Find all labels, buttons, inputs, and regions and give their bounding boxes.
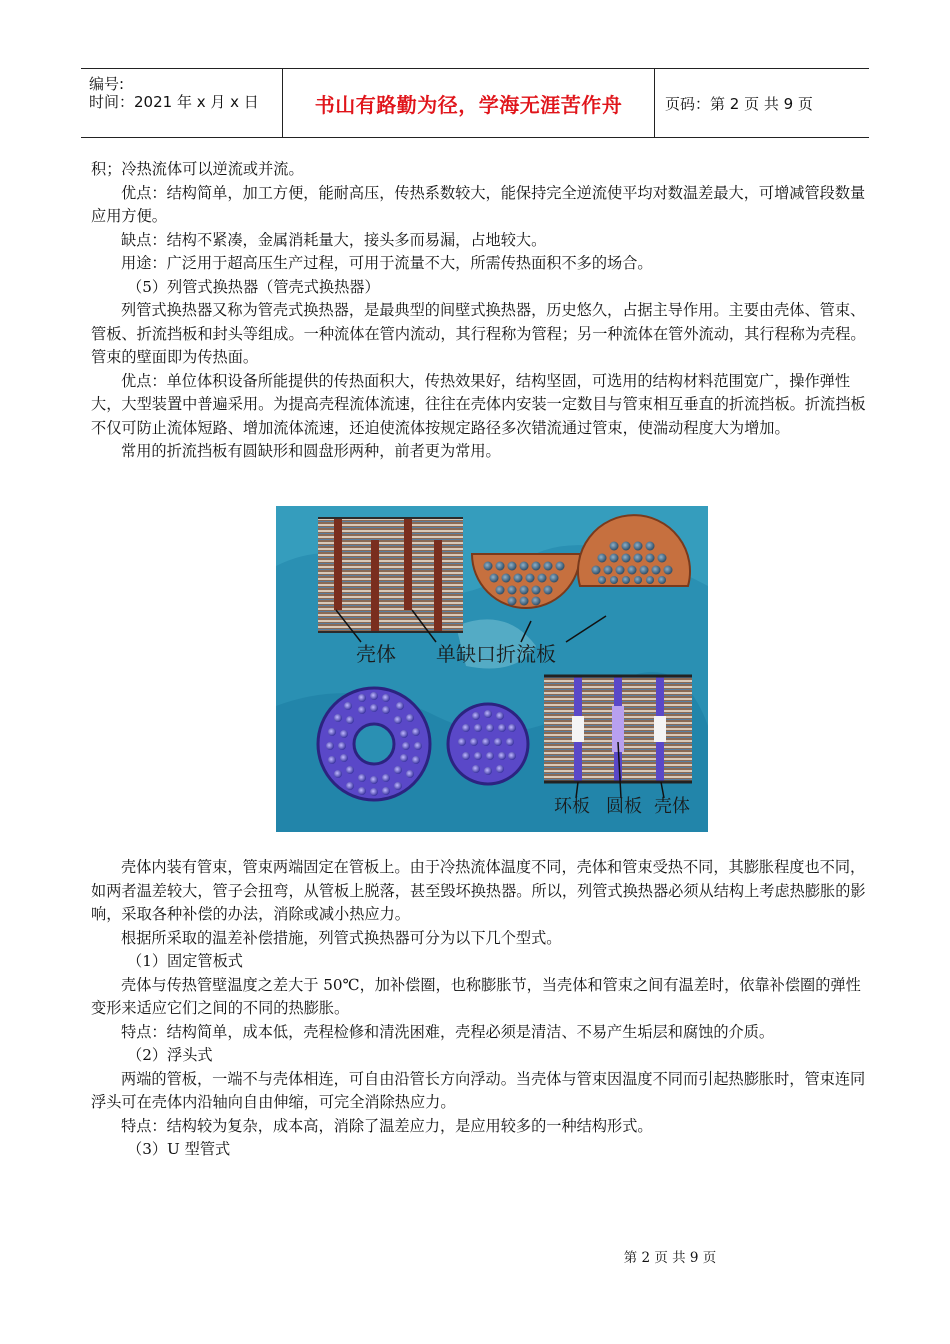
disc-baffle xyxy=(448,704,528,784)
body-text-top xyxy=(91,158,866,464)
section-heading: （3）U 型管式 xyxy=(127,1140,231,1158)
header-motto: 书山有路勤为径，学海无涯苦作舟 xyxy=(314,92,623,117)
paragraph: 壳体内装有管束，管束两端固定在管板上。由于冷热流体温度不同，壳体和管束受热不同，其膨胀程度也不同，如两者温差较大，管子会扭弯，从管板上脱落，甚至毁坏换热器。所以，列管式换热器必须从结构上考虑热膨胀的影响，采取各种补偿的办法，消除或减小热应力。 xyxy=(91,858,866,923)
label-disc-baffle: 圆板 xyxy=(606,796,642,817)
paragraph: 特点：结构简单，成本低，壳程检修和清洗困难，壳程必须是清洁、不易产生垢层和腐蚀的介质。 xyxy=(121,1022,775,1041)
label-shell-top: 壳体 xyxy=(356,642,396,666)
section-heading: （1）固定管板式 xyxy=(127,952,243,970)
paragraph: 常用的折流挡板有圆缺形和圆盘形两种，前者更为常用。 xyxy=(121,442,501,460)
label-shell-bottom: 壳体 xyxy=(654,796,690,817)
document-date-label: 时间：2021 年 x 月 x 日 xyxy=(89,93,259,111)
section-heading: （2）浮头式 xyxy=(127,1046,213,1064)
page-header xyxy=(81,68,869,138)
paragraph: 特点：结构较为复杂，成本高，消除了温差应力，是应用较多的一种结构形式。 xyxy=(121,1116,653,1135)
label-segmental-baffle: 单缺口折流板 xyxy=(436,642,556,666)
header-left-cell xyxy=(81,69,283,137)
section-heading: （5）列管式换热器（管壳式换热器） xyxy=(127,277,380,296)
header-right-cell xyxy=(655,69,869,137)
paragraph: 积；冷热流体可以逆流或并流。 xyxy=(91,160,304,178)
baffle-figure xyxy=(276,506,708,832)
page-footer xyxy=(0,1246,950,1266)
footer-page-number: 第 2 页 共 9 页 xyxy=(623,1250,717,1266)
paragraph: 列管式换热器又称为管壳式换热器，是最典型的间壁式换热器，历史悠久，占据主导作用。主要由壳体、管束、管板、折流挡板和封头等组成。一种流体在管内流动，其行程称为管程；另一种流体在管外流动，其行程称为壳程。管束的壁面即为传热面。 xyxy=(91,301,866,366)
paragraph: 用途：广泛用于超高压生产过程，可用于流量不大，所需传热面积不多的场合。 xyxy=(121,254,653,272)
paragraph: 壳体与传热管壁温度之差大于 50℃，加补偿圈，也称膨胀节，当壳体和管束之间有温差时，依靠补偿圈的弹性变形来适应它们之间的不同的热膨胀。 xyxy=(91,975,861,1017)
document-number-label: 编号: xyxy=(89,75,125,93)
paragraph: 两端的管板，一端不与壳体相连，可自由沿管长方向浮动。当壳体与管束因温度不同而引起热膨胀时，管束连同浮头可在壳体内沿轴向自由伸缩，可完全消除热应力。 xyxy=(91,1069,866,1111)
paragraph: 优点：结构简单，加工方便，能耐高压，传热系数较大，能保持完全逆流使平均对数温差最大，可增减管段数量应用方便。 xyxy=(91,183,866,225)
header-page-number: 页码：第 2 页 共 9 页 xyxy=(665,94,813,113)
body-text-bottom xyxy=(91,856,866,1162)
baffle-illustration xyxy=(276,506,708,832)
paragraph: 缺点：结构不紧凑，金属消耗量大，接头多而易漏，占地较大。 xyxy=(121,230,547,249)
paragraph: 优点：单位体积设备所能提供的传热面积大，传热效果好，结构坚固，可选用的结构材料范围宽广，操作弹性大，大型装置中普遍采用。为提高壳程流体流速，往往在壳体内安装一定数目与管束相互垂直的折流挡板。折流挡板不仅可防止流体短路、增加流体流速，还迫使流体按规定路径多次错流通过管束，使湍动程度大为增加。 xyxy=(91,371,866,437)
ring-baffle xyxy=(318,688,430,800)
label-ring-baffle: 环板 xyxy=(554,796,590,817)
paragraph: 根据所采取的温差补偿措施，列管式换热器可分为以下几个型式。 xyxy=(121,928,562,947)
header-middle-cell xyxy=(283,69,655,137)
